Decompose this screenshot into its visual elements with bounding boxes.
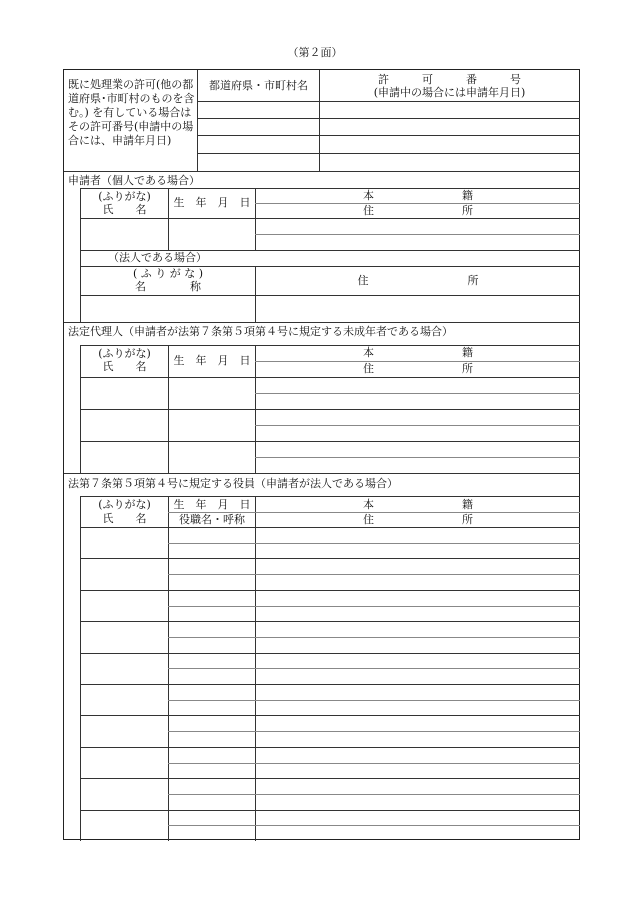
legal-rep-birth-header: 生 年 月 日 — [173, 354, 251, 367]
legal-rep-furigana: (ふりがな) — [98, 347, 151, 360]
officer-row-mid — [168, 606, 580, 607]
officers-address-header: 住 所 — [363, 513, 473, 526]
legal-rep-row-bottom — [80, 441, 580, 442]
applicant-birth-header: 生 年 月 日 — [173, 196, 251, 209]
officer-row-mid — [168, 574, 580, 575]
officers-name-header: 氏 名 — [102, 512, 147, 525]
prior-permit-label: 既に処理業の許可(他の都道府県･市町村のものを含む。) を有している場合はその許可番号(申請中の場合には、申請年月日) — [68, 78, 195, 147]
prior-row-line — [197, 101, 580, 102]
officer-row-bottom — [80, 558, 580, 559]
officers-section-title: 法第７条第５項第４号に規定する役員（申請者が法人である場合） — [68, 477, 398, 490]
officers-furigana: (ふりがな) — [98, 498, 151, 511]
officer-row-mid — [168, 825, 580, 826]
prior-row-line — [197, 118, 580, 119]
applicant-honseki-header: 本 籍 — [363, 189, 473, 202]
applicant-address-header: 住 所 — [363, 204, 473, 217]
section-border — [64, 473, 580, 474]
legal-rep-header-top — [80, 345, 580, 346]
officer-row-mid — [168, 543, 580, 544]
page-title: （第２面） — [287, 46, 343, 59]
officers-birth-header: 生 年 月 日 — [173, 498, 251, 511]
col-number-header: 許 可 番 号 — [378, 73, 521, 86]
legal-rep-row-bottom — [80, 409, 580, 410]
legal-rep-address-header: 住 所 — [363, 362, 473, 375]
officer-row-bottom — [80, 747, 580, 748]
legal-rep-row-mid — [255, 457, 580, 458]
corp-header-bottom — [80, 295, 580, 296]
legal-rep-row-mid — [255, 393, 580, 394]
legal-rep-row-mid — [255, 425, 580, 426]
officers-header-bottom — [80, 527, 580, 528]
officer-row-bottom — [80, 715, 580, 716]
officer-row-mid — [168, 637, 580, 638]
legal-rep-section-title: 法定代理人（申請者が法第７条第５項第４号に規定する未成年者である場合） — [68, 325, 453, 338]
prior-row-line — [197, 153, 580, 154]
applicant-row-mid — [255, 234, 580, 235]
officer-row-bottom — [80, 778, 580, 779]
officers-honseki-header: 本 籍 — [363, 498, 473, 511]
officer-row-bottom — [80, 653, 580, 654]
section-border — [64, 322, 580, 323]
legal-rep-name-header: 氏 名 — [102, 360, 147, 373]
applicant-header-top — [80, 188, 580, 189]
applicant-corp-title: （法人である場合） — [108, 251, 207, 264]
officer-row-mid — [168, 700, 580, 701]
applicant-section-title: 申請者（個人である場合） — [68, 174, 200, 187]
officers-header-top — [80, 496, 580, 497]
prior-row-line — [197, 135, 580, 136]
corp-furigana: ( ふ り が な ) — [132, 267, 204, 280]
applicant-furigana: (ふりがな) — [98, 190, 151, 203]
applicant-name-header: 氏 名 — [102, 203, 147, 216]
officers-position-header: 役職名・呼称 — [179, 513, 245, 526]
permit-form — [63, 69, 580, 840]
applicant-header-bottom — [80, 218, 580, 219]
officer-row-mid — [168, 731, 580, 732]
corp-name-header: 名 称 — [135, 280, 201, 293]
officer-row-bottom — [80, 810, 580, 811]
officer-row-bottom — [80, 590, 580, 591]
legal-rep-honseki-header: 本 籍 — [363, 346, 473, 359]
section-border — [64, 171, 580, 172]
officer-row-mid — [168, 794, 580, 795]
officer-row-mid — [168, 668, 580, 669]
legal-rep-header-bottom — [80, 377, 580, 378]
officer-row-bottom — [80, 621, 580, 622]
officer-row-mid — [168, 763, 580, 764]
col-number-subheader: (申請中の場合には申請年月日) — [373, 86, 526, 99]
corp-address-header: 住 所 — [357, 274, 479, 287]
officers-indent-line — [80, 496, 81, 841]
officer-row-bottom — [80, 684, 580, 685]
col-pref-header: 都道府県・市町村名 — [209, 79, 308, 92]
